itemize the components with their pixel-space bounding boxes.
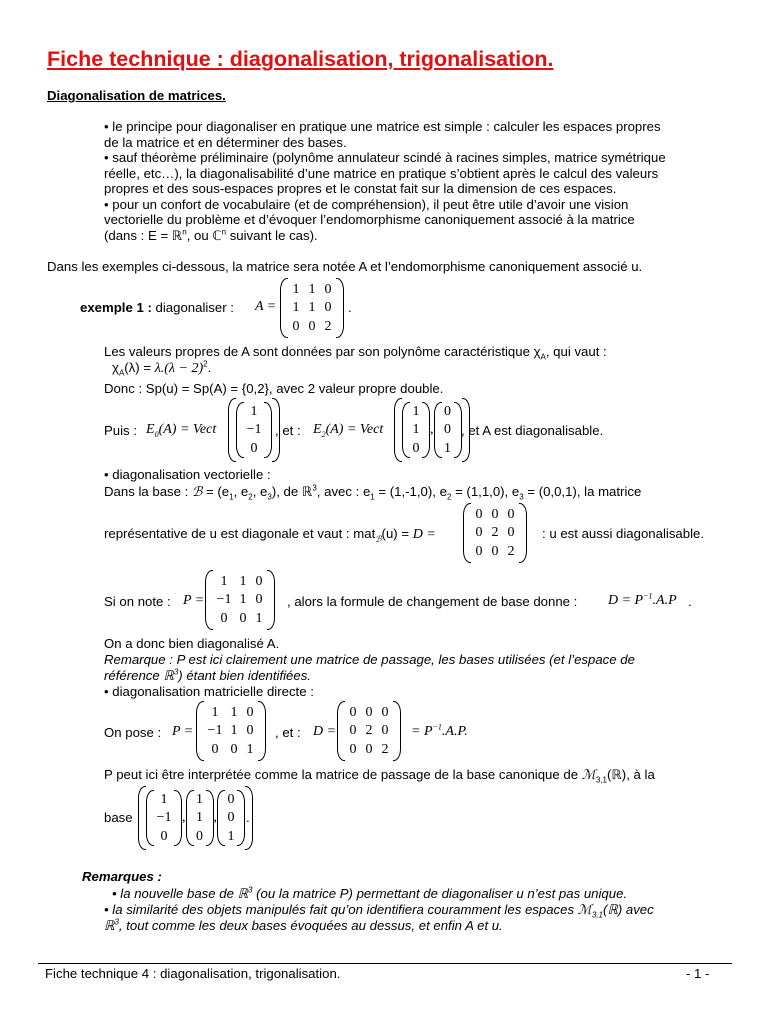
matrix-d-entry: 0 [365, 741, 373, 757]
sinote-label: Si on note : [104, 594, 171, 609]
vector-1 [146, 790, 182, 846]
matrix-a-entry: 1 [308, 281, 316, 297]
matrix-a-entry: 1 [308, 300, 316, 316]
matrix-d-entry: 0 [349, 704, 357, 720]
matrix-d-entry: 0 [475, 543, 483, 559]
char-poly: $\chi_A(\lambda) = \lambda.(\lambda - 2)^2$. [112, 359, 212, 378]
matrix-d-entry: 2 [491, 525, 499, 541]
diag-mat-heading: • diagonalisation matricielle directe : [104, 684, 314, 699]
matrix-d-entry: 0 [475, 506, 483, 522]
matrix-p-entry: 1 [211, 704, 219, 720]
matrix-d-entry: 0 [491, 506, 499, 522]
vect-e0-outer [228, 398, 280, 462]
matrix-p-entry: 0 [255, 592, 263, 608]
sinote-text: , alors la formule de changement de base donne : [287, 594, 578, 609]
matrix-p2 [196, 701, 266, 761]
diagonalisable-text: , et A est diagonalisable. [461, 423, 604, 438]
remark-2: • la similarité des objets manipulés fait qu’on identifiera couramment les espaces ℳ$_{3,1}$(ℝ) avec [104, 902, 654, 920]
bullet-line-last: (dans : E = ℝ$^n$, ou ℂ$^n$ suivant le cas). [104, 227, 318, 243]
vector-entry: 1 [250, 403, 258, 419]
vector-entry: 1 [196, 810, 203, 826]
remark-3: ℝ$^3$, tout comme les deux bases évoquées au dessus, et enfin A et u. [104, 917, 503, 933]
matrix-p-entry: 1 [255, 610, 263, 626]
vector-entry: −1 [246, 422, 262, 438]
matrix-p [205, 570, 275, 630]
matrix-d-entry: 0 [507, 525, 515, 541]
onpose-label: On pose : [104, 725, 162, 740]
matrix-d-entry: 0 [349, 723, 357, 739]
vector-entry: 0 [444, 403, 451, 419]
et-1: , et : [275, 423, 301, 438]
matrix-d-entry: 2 [381, 741, 389, 757]
interp-line: P peut ici être interprétée comme la matrice de passage de la base canonique de ℳ$_{3,1}$(ℝ), à la [104, 767, 655, 785]
matrix-a-var: A = [255, 299, 277, 314]
matrix-a-entry: 0 [292, 318, 300, 334]
matrix-d-entry: 0 [381, 704, 389, 720]
bullet-line: réelle, etc…), la diagonalisabilité d’une matrice en pratique s’obtient après le calcul des valeurs [104, 166, 659, 181]
matrix-p-entry: 1 [230, 723, 238, 739]
bullet-line: • pour un confort de vocabulaire (et de compréhension), il peut être utile d’avoir une vision [104, 197, 629, 212]
matrix-p-var: P = [183, 593, 205, 608]
matrix-p-entry: −1 [207, 723, 223, 739]
e0-expr: $E_0(A)$ = Vect [146, 422, 217, 439]
matrix-d-entry: 0 [475, 525, 483, 541]
matrix-p-entry: 0 [211, 741, 219, 757]
onpose-formula: = $P^{-1}.A.P$. [411, 722, 468, 739]
remarque-line: Remarque : P est ici clairement une matrice de passage, les bases utilisées (et l’espace de [104, 652, 635, 667]
matrix-p-entry: 1 [246, 741, 254, 757]
period: . [348, 300, 352, 315]
vector-3 [434, 402, 462, 458]
bullet-line: vectorielle du problème et d’évoquer l’endomorphisme canoniquement associé à la matrice [104, 212, 635, 227]
comma: , [430, 422, 434, 438]
matrix-d2-var: D = [313, 724, 337, 739]
matrix-p-entry: 0 [255, 573, 263, 589]
vector-2 [402, 402, 430, 458]
section-heading: Diagonalisation de matrices. [47, 88, 226, 103]
matrix-p-entry: 1 [239, 592, 247, 608]
matrix-d-entry: 0 [507, 506, 515, 522]
vector-entry: 1 [160, 791, 168, 807]
change-basis-formula: $D = P^{-1}.A.P$ [608, 591, 677, 608]
spectrum-line: Donc : Sp(u) = Sp(A) = {0,2}, avec 2 valeur propre double. [104, 381, 444, 396]
base-vectors [138, 786, 253, 850]
matrix-p-entry: −1 [216, 592, 232, 608]
matrix-a-entry: 0 [324, 300, 332, 316]
matrix-p-entry: 0 [246, 704, 254, 720]
page-number: - 1 - [686, 966, 710, 981]
bullet-line: de la matrice et en déterminer des bases. [104, 135, 347, 150]
matrix-d2 [337, 701, 401, 761]
matrix-p-entry: 0 [230, 741, 238, 757]
vector-entry: 1 [412, 422, 420, 438]
matrix-d-entry: 0 [365, 704, 373, 720]
matrix-a-entry: 0 [308, 318, 316, 334]
matrix-a-entry: 1 [292, 300, 300, 316]
bullet-line: • sauf théorème préliminaire (polynôme annulateur scindé à racines simples, matrice symétrique [104, 150, 666, 165]
e2-expr: $E_2(A)$ = Vect [313, 422, 384, 439]
eigen-line: Les valeurs propres de A sont données par son polynôme caractéristique $\chi_A$, qui vaut : [104, 344, 607, 362]
remarques-title: Remarques : [82, 869, 162, 884]
footer-left: Fiche technique 4 : diagonalisation, trigonalisation. [45, 966, 341, 981]
page-title: Fiche technique : diagonalisation, trigonalisation. [47, 47, 554, 71]
repr-line: représentative de u est diagonale et vaut : mat$_ℬ$(u) = D = [104, 526, 436, 544]
puis-label: Puis : [104, 423, 137, 438]
vector-entry: 1 [444, 440, 451, 456]
onadonc-line: On a donc bien diagonalisé A. [104, 636, 280, 651]
vector-entry: 0 [412, 440, 420, 456]
vect-e2-outer [394, 398, 470, 462]
vector-entry: 1 [227, 828, 235, 844]
matrix-p-entry: 1 [230, 704, 238, 720]
remarque-line-2: référence ℝ$^3$) étant bien identifiées. [104, 667, 311, 683]
comma: , [213, 810, 217, 826]
vector-entry: 1 [412, 403, 420, 419]
matrix-d-entry: 2 [507, 543, 515, 559]
matrix-a-entry: 1 [292, 281, 300, 297]
bullet-line: • le principe pour diagonaliser en pratique une matrice est simple : calculer les espaces propres [104, 119, 661, 134]
et-2: , et : [275, 725, 301, 740]
repr-end: : u est aussi diagonalisable. [542, 526, 705, 541]
matrix-a-entry: 2 [324, 318, 332, 334]
vector-3 [217, 790, 245, 846]
vector-entry: 0 [196, 828, 203, 844]
vector-entry: 0 [227, 791, 235, 807]
matrix-p-entry: 1 [220, 573, 228, 589]
base-line: Dans la base : ℬ = ($e_1$, $e_2$, $e_3$), de ℝ$^3$, avec : $e_1 = (1,-1,0)$, $e_2 = (1,1,0)$, $e_3 = (0,0,1)$, la matrice [104, 483, 642, 502]
vector-entry: 1 [196, 791, 203, 807]
period: . [688, 594, 692, 609]
vector-entry: 0 [227, 810, 235, 826]
vector-1 [236, 402, 272, 458]
vector-entry: 0 [250, 440, 258, 456]
matrix-p-entry: 0 [220, 610, 228, 626]
matrix-a-entry: 0 [324, 281, 332, 297]
matrix-p-entry: 0 [239, 610, 247, 626]
matrix-p2-var: P = [172, 724, 194, 739]
bullet-line: propres et des sous-espaces propres et le constat fait sur la dimension de ces espaces. [104, 181, 617, 196]
comma: , [182, 810, 186, 826]
diag-vect-heading: • diagonalisation vectorielle : [104, 467, 271, 482]
vector-entry: 0 [444, 422, 451, 438]
matrix-d-entry: 0 [349, 741, 357, 757]
matrix-d [463, 503, 527, 563]
period: . [246, 810, 250, 825]
matrix-p-entry: 1 [239, 573, 247, 589]
example-1-label: exemple 1 : diagonaliser : [80, 300, 234, 315]
matrix-d-entry: 0 [381, 723, 389, 739]
remark-1: • la nouvelle base de ℝ$^3$ (ou la matrice P) permettant de diagonaliser u n’est pas unique. [112, 885, 628, 901]
matrix-d-entry: 0 [491, 543, 499, 559]
vector-entry: 0 [160, 828, 168, 844]
vector-2 [186, 790, 214, 846]
matrix-p-entry: 0 [246, 723, 254, 739]
base-label: base [104, 810, 133, 825]
matrix-a [280, 278, 344, 338]
vector-entry: −1 [156, 810, 172, 826]
intro-text: Dans les exemples ci-dessous, la matrice sera notée A et l’endomorphisme canoniquement associé u. [47, 259, 643, 274]
matrix-d-entry: 2 [365, 723, 373, 739]
footer-rule [38, 963, 732, 964]
